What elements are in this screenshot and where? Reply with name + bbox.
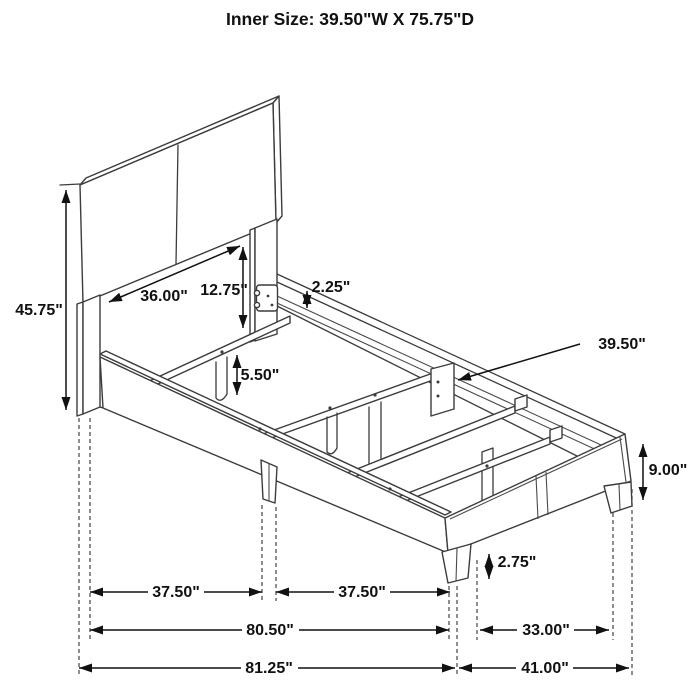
dim-side-rail-height: 9.00"	[648, 462, 688, 479]
dim-headboard-height: 45.75"	[15, 302, 63, 319]
dim-overall-depth: 81.25"	[245, 660, 293, 677]
dim-foot-inner-span: 33.00"	[522, 622, 570, 639]
dim-inner-width: 39.50"	[598, 336, 646, 353]
dim-rail-span: 80.50"	[246, 622, 294, 639]
dim-foot-leg-height: 2.75"	[497, 554, 537, 571]
dim-head-half-span: 37.50"	[152, 584, 200, 601]
foot-rail	[445, 434, 631, 553]
dim-headboard-to-slat: 12.75"	[200, 282, 248, 299]
dim-overall-foot-width: 41.00"	[521, 660, 569, 677]
rail-bracket	[254, 285, 277, 311]
title-inner-size: Inner Size: 39.50"W X 75.75"D	[225, 9, 475, 29]
dim-rail-to-ledge: 2.25"	[311, 279, 351, 296]
dim-center-leg-height: 5.50"	[240, 367, 280, 384]
dim-foot-half-span: 37.50"	[338, 584, 386, 601]
dim-headboard-width: 36.00"	[140, 288, 188, 305]
